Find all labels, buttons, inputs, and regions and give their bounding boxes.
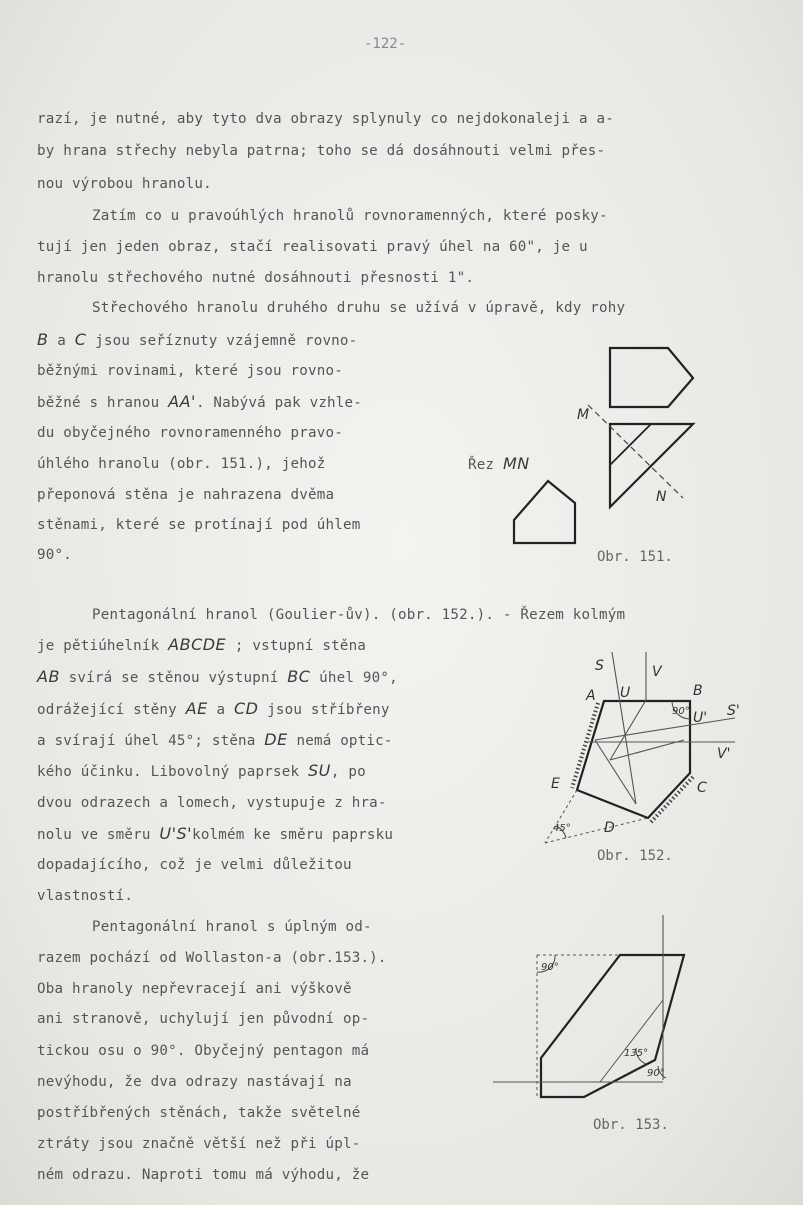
text-line: nevýhodu, že dva odrazy nastávají na (37, 1074, 352, 1090)
text-fragment: je pětiúhelník (37, 638, 160, 654)
italic-symbol: DE (264, 730, 288, 749)
label-e: E (551, 776, 560, 792)
label-b: B (693, 683, 703, 699)
figure-caption: Obr. 153. (593, 1117, 669, 1133)
figure-caption: Obr. 152. (597, 848, 673, 864)
text-fragment: jsou seříznuty vzájemně rovno- (95, 333, 358, 349)
italic-symbol: MN (502, 454, 530, 473)
italic-symbol: AE (185, 699, 208, 718)
italic-symbol: U'S' (159, 824, 193, 843)
label-u: U (620, 685, 631, 701)
text-fragment: a svírají úhel 45°; stěna (37, 733, 256, 749)
text-line: Oba hranoly nepřevracejí ani výškově (37, 981, 352, 997)
label-d: D (604, 820, 615, 836)
text-line: dopadajícího, což je velmi důležitou (37, 857, 352, 873)
text-fragment: ; vstupní stěna (234, 638, 367, 654)
label-v: V (652, 664, 662, 680)
text-line: úhlého hranolu (obr. 151.), jehož (37, 456, 326, 472)
text-fragment: jsou stříbřeny (267, 702, 390, 718)
text-line: ném odrazu. Naproti tomu má výhodu, že (37, 1167, 370, 1183)
label-u2: U' (693, 710, 708, 726)
page-number: -122- (364, 36, 407, 52)
text-fragment: . Nabývá pak vzhle- (195, 395, 363, 411)
italic-symbol: C (74, 330, 87, 349)
text-fragment: úhel 90°, (319, 670, 398, 686)
label-s: S (595, 658, 604, 674)
angle-90-label: 90° (672, 706, 690, 717)
italic-symbol: BC (287, 667, 311, 686)
text-line: razem pochází od Wollaston-a (obr.153.). (37, 950, 387, 966)
text-line: du obyčejného rovnoramenného pravo- (37, 425, 343, 441)
text-line: nou výrobou hranolu. (37, 176, 212, 192)
text-line: ani stranově, uchylují jen původní op- (37, 1011, 370, 1027)
text-line: Pentagonální hranol s úplným od- (92, 919, 372, 935)
text-line: tují jen jeden obraz, stačí realisovati pravý úhel na 60", je u (37, 239, 588, 255)
text-line: běžnými rovinami, které jsou rovno- (37, 363, 343, 379)
text-line: tickou osu o 90°. Obyčejný pentagon má (37, 1043, 370, 1059)
text-fragment: kolmém ke směru paprsku (192, 827, 394, 843)
label-a: A (586, 688, 596, 704)
text-line: Zatím co u pravoúhlých hranolů rovnoramenných, které posky- (92, 208, 608, 224)
text-line: ztráty jsou značně větší než při úpl- (37, 1136, 361, 1152)
text-line: hranolu střechového nutné dosáhnouti přesnosti 1". (37, 270, 475, 286)
text-fragment: , po (330, 764, 366, 780)
angle-135-label: 135° (624, 1048, 649, 1059)
italic-symbol: AB (37, 667, 60, 686)
text-fragment: Řez (468, 457, 495, 473)
label-s2: S' (727, 703, 740, 719)
angle-45-label: 45° (553, 823, 571, 834)
text-fragment: svírá se stěnou výstupní (68, 670, 279, 686)
text-line: Pentagonální hranol (Goulier-ův). (obr. 152.). - Řezem kolmým (92, 607, 626, 623)
text-fragment: kého účinku. Libovolný paprsek (37, 764, 300, 780)
text-line: stěnami, které se protínají pod úhlem (37, 517, 361, 533)
italic-symbol: CD (233, 699, 259, 718)
italic-symbol: AA' (168, 392, 196, 411)
italic-symbol: ABCDE (168, 635, 227, 654)
figure-caption: Obr. 151. (597, 549, 673, 565)
text-line: vlastností. (37, 888, 134, 904)
italic-symbol: SU (308, 761, 331, 780)
text-fragment: a (57, 333, 66, 349)
text-line: razí, je nutné, aby tyto dva obrazy splynuly co nejdokonaleji a a- (37, 111, 614, 127)
text-line: 90°. (37, 547, 72, 563)
label-c: C (697, 780, 707, 796)
italic-symbol: B (37, 330, 49, 349)
text-line: Střechového hranolu druhého druhu se užívá v úpravě, kdy rohy (92, 300, 626, 316)
text-fragment: nolu ve směru (37, 827, 151, 843)
label-m: M (577, 407, 590, 423)
text-line: by hrana střechy nebyla patrna; toho se dá dosáhnouti velmi přes- (37, 143, 606, 159)
text-fragment: nemá optic- (296, 733, 393, 749)
text-line: postříbřených stěnách, takže světelné (37, 1105, 361, 1121)
text-line: přeponová stěna je nahrazena dvěma (37, 487, 335, 503)
angle-90a-label: 90° (541, 962, 559, 973)
text-fragment: odrážející stěny (37, 702, 177, 718)
text-line: dvou odrazech a lomech, vystupuje z hra- (37, 795, 387, 811)
text-fragment: běžné s hranou (37, 395, 160, 411)
label-n: N (656, 489, 667, 505)
angle-90b-label: 90° (647, 1068, 665, 1079)
label-v2: V' (717, 746, 731, 762)
text-fragment: a (216, 702, 226, 718)
